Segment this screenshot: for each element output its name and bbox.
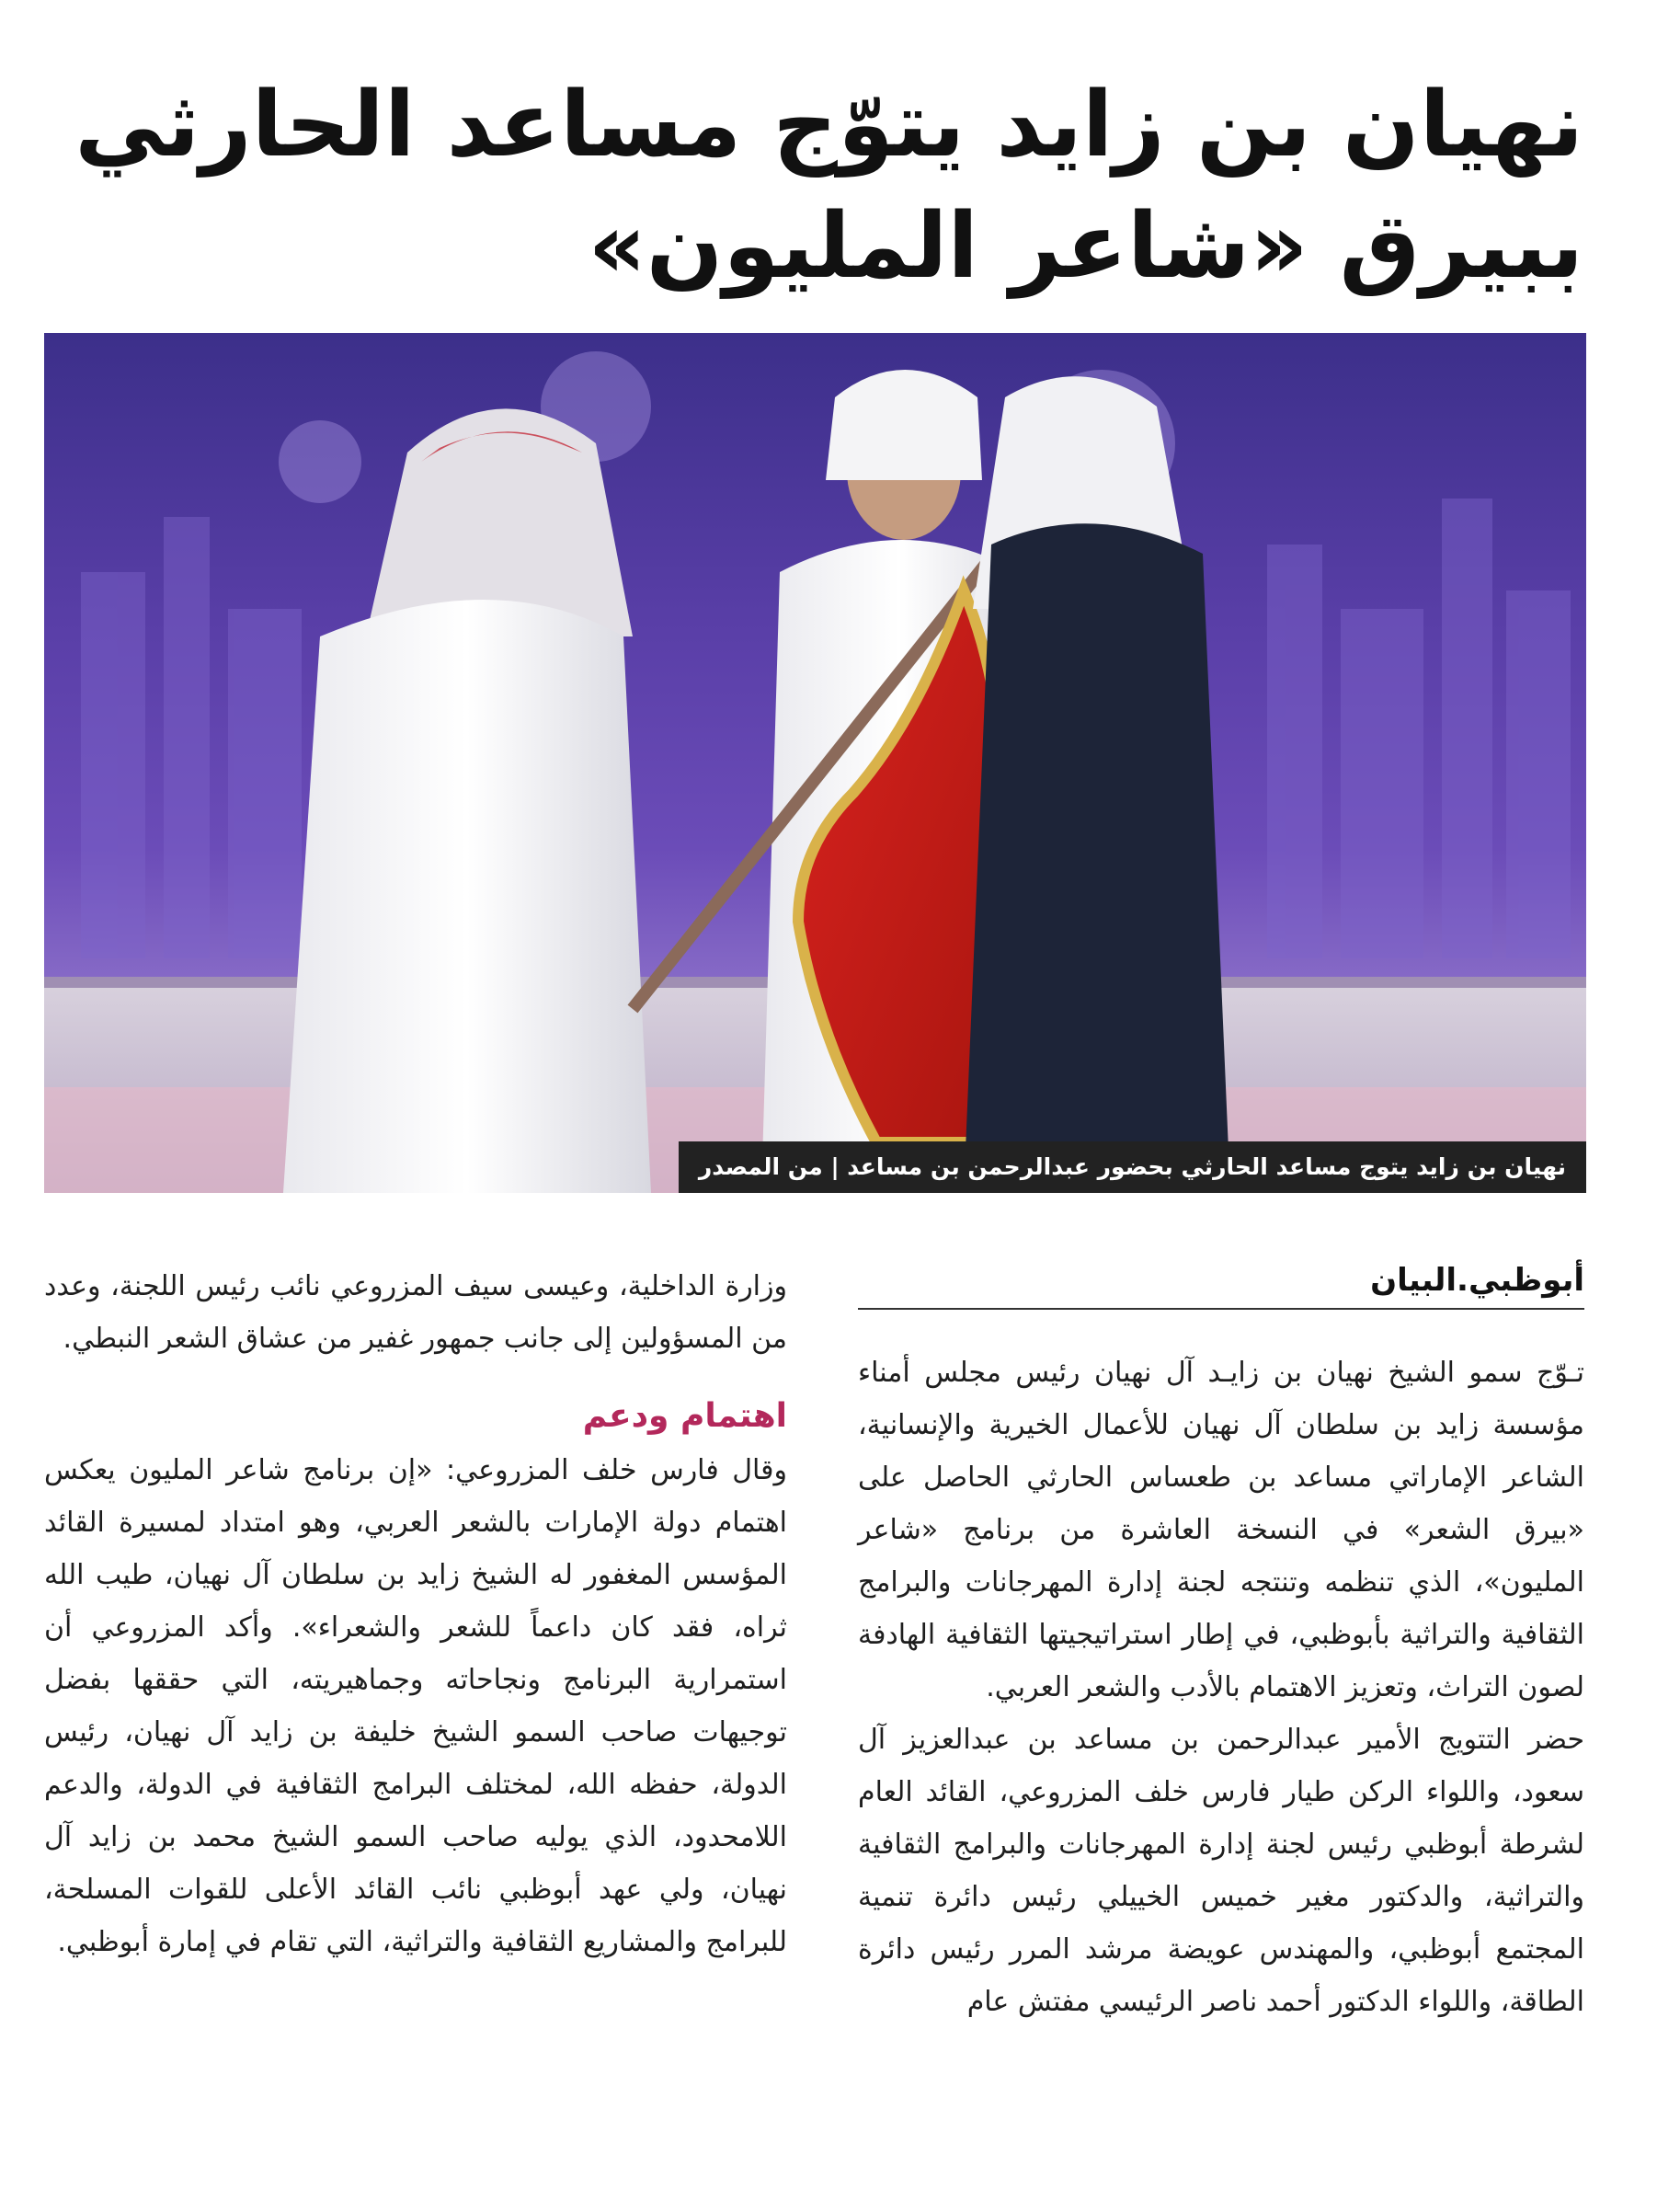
subheading: اهتمام ودعم [582, 1397, 787, 1435]
article-column-left [44, 1260, 787, 1968]
byline: أبوظبي.البيان [858, 1260, 1584, 1310]
paragraph: وقال فارس خلف المزروعي: «إن برنامج شاعر المليون يعكس اهتمام دولة الإمارات بالشعر العربي، وهو امتداد لمسيرة القائد المؤسس المغفور له الشيخ زايد بن سلطان آل نهيان، طيب الله ثراه، فقد كان داعماً للشعر والشعراء». وأكد المزروعي أن استمرارية البرنامج ونجاحاته وجماهيريته، التي حققها بفضل توجيهات صاحب السمو الشيخ خليفة بن زايد آل نهيان، رئيس الدولة، حفظه الله، لمختلف البرامج الثقافية في الدولة، والدعم اللامحدود، الذي يوليه صاحب السمو الشيخ محمد بن زايد آل نهيان، ولي عهد أبوظبي نائب القائد الأعلى للقوات المسلحة، للبرامج والمشاريع الثقافية والتراثية، التي تقام في إمارة أبوظبي. [44, 1454, 787, 1958]
paragraph: حضر التتويج الأمير عبدالرحمن بن مساعد بن عبدالعزيز آل سعود، واللواء الركن طيار فارس خلف المزروعي، القائد العام لشرطة أبوظبي رئيس لجنة إدارة المهرجانات والبرامج الثقافية والتراثية، والدكتور مغير خميس الخييلي رئيس دائرة تنمية المجتمع أبوظبي، والمهندس عويضة مرشد المرر رئيس دائرة الطاقة، واللواء الدكتور أحمد ناصر الرئيسي مفتش عام [858, 1724, 1584, 2018]
paragraph: وزارة الداخلية، وعيسى سيف المزروعي نائب رئيس اللجنة، وعدد من المسؤولين إلى جانب جمهور غفير من عشاق الشعر النبطي. [44, 1270, 787, 1355]
headline-line-1: نهيان بن زايد يتوّج مساعد الحارثي [74, 73, 1583, 178]
article-column-right [858, 1262, 1584, 2028]
paragraph: تـوّج سمو الشيخ نهيان بن زايـد آل نهيان رئيس مجلس أمناء مؤسسة زايد بن سلطان آل نهيان للأعمال الخيرية والإنسانية، الشاعر الإماراتي مساعد بن طعساس الحارثي الحاصل على «بيرق الشعر» في النسخة العاشرة من برنامج «شاعر المليون»، الذي تنظمه وتنتجه لجنة إدارة المهرجانات والبرامج الثقافية والتراثية بأبوظبي، في إطار استراتيجيتها الثقافية الهادفة لصون التراث، وتعزيز الاهتمام بالأدب والشعر العربي. [858, 1357, 1584, 1703]
photo-illustration [44, 333, 1586, 1193]
headline [66, 64, 1583, 307]
photo-caption: نهيان بن زايد يتوج مساعد الحارثي بحضور عبدالرحمن بن مساعد | من المصدر [679, 1141, 1586, 1193]
article-photo [44, 333, 1586, 1193]
headline-line-2: ببيرق «شاعر المليون» [588, 194, 1583, 299]
